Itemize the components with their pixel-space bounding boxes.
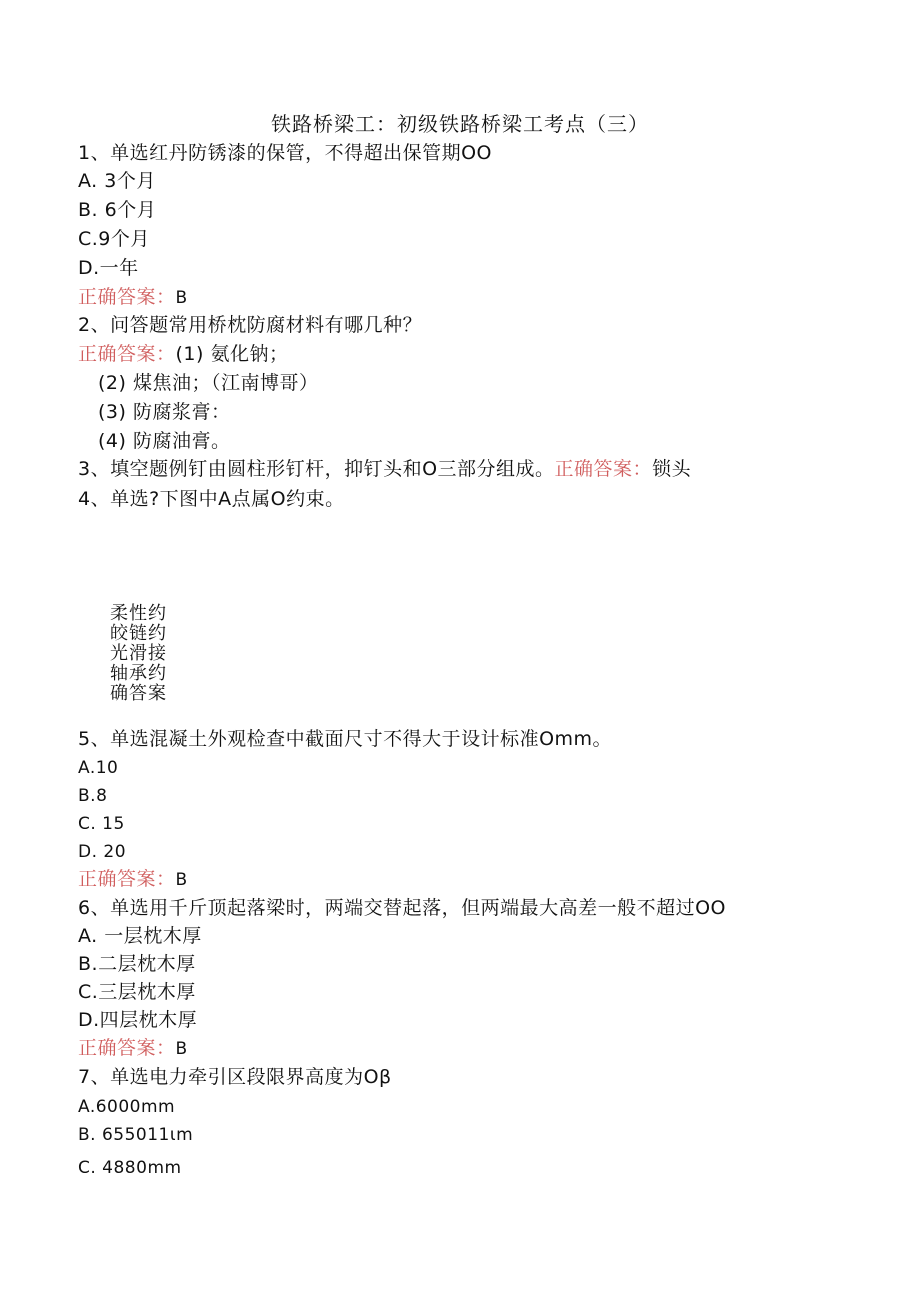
q1-stem: 1、单选红丹防锈漆的保管，不得超出保管期OO bbox=[78, 142, 492, 164]
q3-answer-value: 锁头 bbox=[652, 458, 692, 480]
q2-answer-line-2: (2) 煤焦油；（江南博哥） bbox=[98, 372, 319, 394]
q5-answer-value: B bbox=[175, 870, 188, 890]
q4-image-option-4: 轴承约 bbox=[110, 663, 167, 684]
q6-answer-row bbox=[78, 1035, 188, 1062]
q2-stem: 2、问答题常用桥枕防腐材料有哪几种？ bbox=[78, 314, 423, 336]
q2-answer-line-1: (1) 氨化钠； bbox=[175, 343, 289, 365]
q2-answer-line-4: (4) 防腐油膏。 bbox=[98, 430, 231, 452]
q4-image-option-1: 柔性约 bbox=[110, 603, 167, 624]
q2-answer-label: 正确答案： bbox=[78, 343, 176, 365]
q7-option-a: A.6000mm bbox=[78, 1097, 176, 1117]
q2-answer-line-3: (3) 防腐浆膏： bbox=[98, 401, 231, 423]
q1-answer-value: B bbox=[175, 288, 188, 308]
q1-option-b: B. 6个月 bbox=[78, 199, 157, 221]
q6-answer-label: 正确答案： bbox=[78, 1037, 176, 1059]
q1-option-d: D.一年 bbox=[78, 257, 139, 279]
q6-option-d: D.四层枕木厚 bbox=[78, 1009, 198, 1031]
q5-option-c: C. 15 bbox=[78, 814, 125, 834]
q7-option-b: B. 655011ιm bbox=[78, 1125, 194, 1145]
q1-option-a: A. 3个月 bbox=[78, 170, 156, 192]
q6-option-a: A. 一层枕木厚 bbox=[78, 925, 202, 947]
q5-stem: 5、单选混凝土外观检查中截面尺寸不得大于设计标准Omm。 bbox=[78, 728, 613, 750]
q5-option-b: B.8 bbox=[78, 786, 108, 806]
q6-answer-value: B bbox=[175, 1039, 188, 1059]
q7-option-c: C. 4880mm bbox=[78, 1158, 182, 1178]
document-title: 铁路桥梁工：初级铁路桥梁工考点（三） bbox=[271, 112, 649, 136]
q4-image-option-3: 光滑接 bbox=[110, 643, 167, 664]
q4-image-options bbox=[110, 604, 167, 704]
q4-image-option-2: 皎链约 bbox=[110, 623, 167, 644]
q6-option-b: B.二层枕木厚 bbox=[78, 953, 196, 975]
q1-answer-row bbox=[78, 284, 188, 311]
q6-stem: 6、单选用千斤顶起落梁时，两端交替起落，但两端最大高差一般不超过OO bbox=[78, 897, 727, 919]
q3-answer-label: 正确答案： bbox=[554, 458, 653, 480]
q4-stem: 4、单选?下图中A点属O约束。 bbox=[78, 488, 345, 510]
q5-answer-label: 正确答案： bbox=[78, 868, 176, 890]
q6-option-c: C.三层枕木厚 bbox=[78, 981, 196, 1003]
q5-option-a: A.10 bbox=[78, 758, 119, 778]
q1-answer-label: 正确答案： bbox=[78, 286, 176, 308]
q5-option-d: D. 20 bbox=[78, 842, 127, 862]
q4-image-option-5: 确答案 bbox=[110, 683, 167, 704]
q1-option-c: C.9个月 bbox=[78, 228, 150, 250]
q7-stem: 7、单选电力牵引区段限界高度为Oβ bbox=[78, 1066, 392, 1088]
q3-stem: 3、填空题例钉由圆柱形钉杆，抑钉头和O三部分组成。 bbox=[78, 458, 555, 480]
q5-answer-row bbox=[78, 866, 188, 893]
q2-answer-row bbox=[78, 341, 288, 367]
q3-row bbox=[78, 456, 691, 482]
